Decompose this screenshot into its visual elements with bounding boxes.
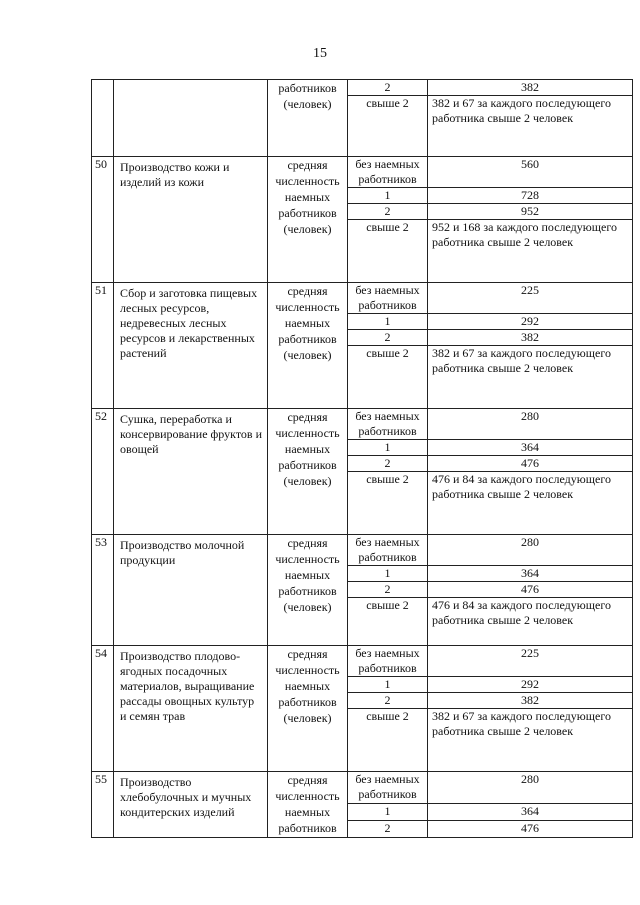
indicator-cell [268, 409, 348, 535]
indicator-line: численность [275, 174, 340, 188]
indicator-line: (человек) [283, 711, 332, 725]
entry-number: 55 [92, 772, 114, 838]
employee-count-cell: 2 [348, 456, 428, 472]
activity-name: Сушка, переработка и консервирование фруктов и овощей [114, 409, 268, 535]
rate-value-cell: 364 [428, 804, 633, 821]
employee-count-cell: 2 [348, 582, 428, 598]
rate-value-cell: 560 [428, 157, 633, 188]
employee-count-cell: свыше 2 [348, 598, 428, 646]
entry-number: 52 [92, 409, 114, 535]
employee-count-cell: без наемных работников [348, 772, 428, 804]
entry-number: 53 [92, 535, 114, 646]
rate-value-cell: 952 и 168 за каждого последующего работника свыше 2 человек [428, 220, 633, 283]
table-row [92, 646, 633, 677]
indicator-line: наемных [284, 568, 331, 582]
indicator-line: численность [275, 300, 340, 314]
employee-count-cell: 2 [348, 204, 428, 220]
indicator-line: (человек) [283, 474, 332, 488]
table-row [92, 772, 633, 804]
rate-value-cell: 476 и 84 за каждого последующего работника свыше 2 человек [428, 598, 633, 646]
indicator-line: средняя [287, 158, 328, 172]
indicator-line: средняя [287, 773, 328, 787]
employee-count-cell: без наемных работников [348, 535, 428, 566]
indicator-cell: работников (человек) [268, 80, 348, 157]
indicator-line: работников [278, 695, 337, 709]
rate-value-cell: 382 и 67 за каждого последующего работника свыше 2 человек [428, 709, 633, 772]
employee-count-cell: 1 [348, 314, 428, 330]
employee-count-cell: 2 [348, 80, 428, 96]
activity-name: Сбор и заготовка пищевых лесных ресурсов, недревесных лесных ресурсов и лекарственных растений [114, 283, 268, 409]
rate-value-cell: 728 [428, 188, 633, 204]
rate-value-cell: 280 [428, 409, 633, 440]
rate-value-cell: 382 и 67 за каждого последующего работника свыше 2 человек [428, 346, 633, 409]
employee-count-cell: 2 [348, 693, 428, 709]
employee-count-cell: 2 [348, 330, 428, 346]
employee-count-cell: без наемных работников [348, 409, 428, 440]
employee-count-cell: без наемных работников [348, 283, 428, 314]
rate-value-cell: 225 [428, 283, 633, 314]
rate-value-cell: 476 и 84 за каждого последующего работника свыше 2 человек [428, 472, 633, 535]
rate-value-cell: 382 [428, 330, 633, 346]
indicator-line: наемных [284, 316, 331, 330]
indicator-line: численность [275, 552, 340, 566]
indicator-line: численность [275, 426, 340, 440]
rate-value-cell: 476 [428, 582, 633, 598]
activity-name: Производство хлебобулочных и мучных кондитерских изделий [114, 772, 268, 838]
indicator-line: средняя [287, 536, 328, 550]
rate-value-cell: 292 [428, 314, 633, 330]
rate-value-cell: 280 [428, 535, 633, 566]
rate-value-cell: 364 [428, 566, 633, 582]
indicator-line: численность [275, 789, 340, 803]
indicator-line: работников [278, 332, 337, 346]
employee-count-cell: 1 [348, 188, 428, 204]
activity-name: Производство кожи и изделий из кожи [114, 157, 268, 283]
entry-name-cell [114, 80, 268, 157]
indicator-line: средняя [287, 647, 328, 661]
employee-count-cell: свыше 2 [348, 346, 428, 409]
indicator-line: средняя [287, 410, 328, 424]
activity-name: Производство молочной продукции [114, 535, 268, 646]
entry-number-cell [92, 80, 114, 157]
table-row [92, 157, 633, 188]
employee-count-cell: свыше 2 [348, 709, 428, 772]
employee-count-cell: свыше 2 [348, 96, 428, 157]
rate-value-cell: 382 [428, 693, 633, 709]
rate-value-cell: 364 [428, 440, 633, 456]
indicator-line: работников [278, 821, 337, 835]
indicator-cell [268, 157, 348, 283]
table-row [92, 283, 633, 314]
indicator-cell [268, 283, 348, 409]
indicator-cell [268, 646, 348, 772]
table-row [92, 535, 633, 566]
table-row [92, 80, 633, 96]
employee-count-cell: свыше 2 [348, 472, 428, 535]
entry-number: 50 [92, 157, 114, 283]
employee-count-cell: 2 [348, 821, 428, 838]
indicator-line: наемных [284, 442, 331, 456]
rate-value-cell: 225 [428, 646, 633, 677]
rate-value-cell: 292 [428, 677, 633, 693]
indicator-line: средняя [287, 284, 328, 298]
rate-value-cell: 382 [428, 80, 633, 96]
rate-value-cell: 476 [428, 821, 633, 838]
rate-value-cell: 952 [428, 204, 633, 220]
employee-count-cell: свыше 2 [348, 220, 428, 283]
employee-count-cell: без наемных работников [348, 157, 428, 188]
indicator-line: (человек) [283, 222, 332, 236]
indicator-line: (человек) [283, 348, 332, 362]
indicator-line: (человек) [283, 600, 332, 614]
rate-value-cell: 382 и 67 за каждого последующего работника свыше 2 человек [428, 96, 633, 157]
table-row [92, 409, 633, 440]
indicator-line: работников [278, 206, 337, 220]
entry-number: 51 [92, 283, 114, 409]
indicator-line: наемных [284, 679, 331, 693]
indicator-line: наемных [284, 805, 331, 819]
entry-number: 54 [92, 646, 114, 772]
indicator-line: работников [278, 584, 337, 598]
activity-name: Производство плодово-ягодных посадочных материалов, выращивание рассады овощных культур и семян трав [114, 646, 268, 772]
indicator-cell [268, 772, 348, 838]
employee-count-cell: без наемных работников [348, 646, 428, 677]
employee-count-cell: 1 [348, 677, 428, 693]
indicator-line: работников [278, 458, 337, 472]
tax-rate-table [91, 79, 633, 838]
employee-count-cell: 1 [348, 440, 428, 456]
employee-count-cell: 1 [348, 804, 428, 821]
indicator-line: численность [275, 663, 340, 677]
employee-count-cell: 1 [348, 566, 428, 582]
indicator-line: наемных [284, 190, 331, 204]
indicator-cell [268, 535, 348, 646]
rate-value-cell: 476 [428, 456, 633, 472]
page-number: 15 [313, 46, 327, 61]
rate-value-cell: 280 [428, 772, 633, 804]
